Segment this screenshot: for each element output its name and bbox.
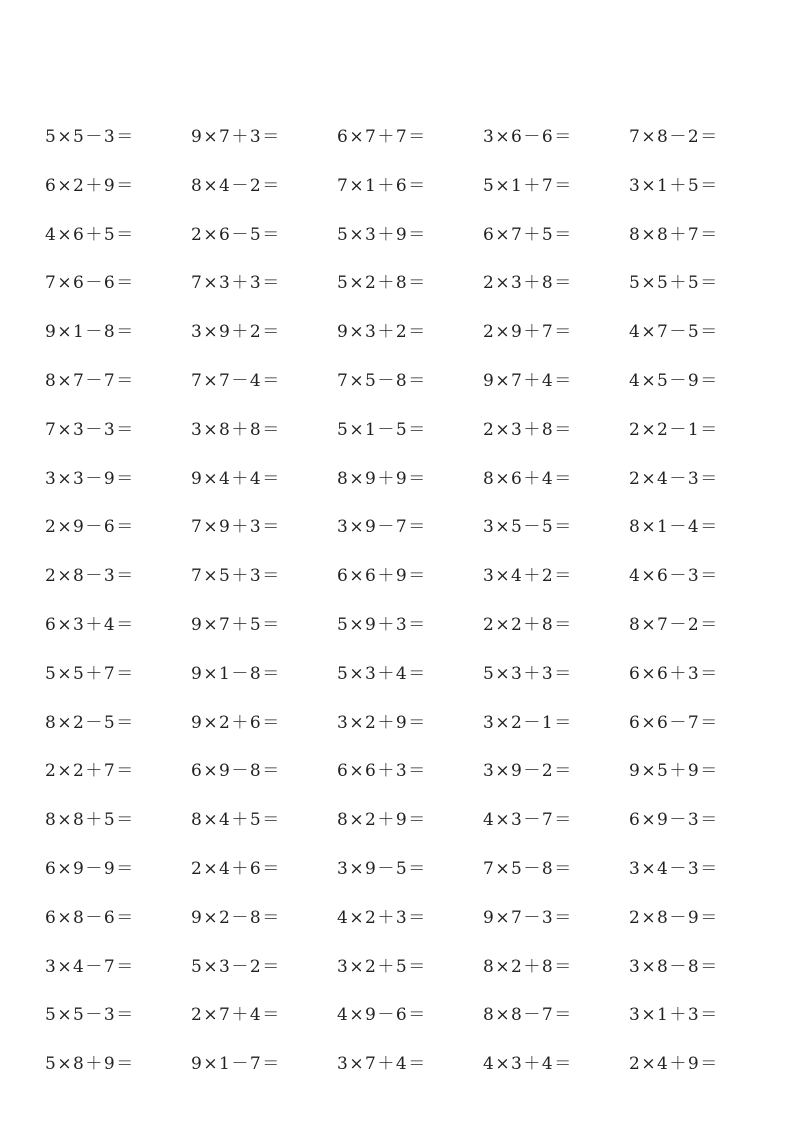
math-problem: 6×8－6＝ bbox=[45, 907, 135, 928]
math-problem: 8×8＋5＝ bbox=[45, 810, 135, 831]
math-problem: 2×8－9＝ bbox=[629, 907, 719, 928]
math-problem: 5×5＋5＝ bbox=[629, 273, 719, 294]
math-problem: 9×4＋4＝ bbox=[191, 468, 281, 489]
math-problem: 6×6＋3＝ bbox=[337, 761, 427, 782]
math-problem: 3×9－7＝ bbox=[337, 517, 427, 538]
math-problem: 4×5－9＝ bbox=[629, 370, 719, 391]
math-problem: 6×9－8＝ bbox=[191, 761, 281, 782]
math-problem: 3×2＋5＝ bbox=[337, 956, 427, 977]
math-problem: 2×7＋4＝ bbox=[191, 1005, 281, 1026]
math-problem: 6×2＋9＝ bbox=[45, 175, 135, 196]
math-problem: 4×2＋3＝ bbox=[337, 907, 427, 928]
math-problem: 2×8－3＝ bbox=[45, 566, 135, 587]
math-problem: 9×7＋4＝ bbox=[483, 370, 573, 391]
math-problem: 5×5－3＝ bbox=[45, 127, 135, 147]
math-problem: 8×2＋9＝ bbox=[337, 810, 427, 831]
math-problem: 6×3＋4＝ bbox=[45, 614, 135, 635]
math-problem: 4×6＋5＝ bbox=[45, 224, 135, 245]
math-problem: 5×3－2＝ bbox=[191, 956, 281, 977]
math-problem: 3×8－8＝ bbox=[629, 956, 719, 977]
math-problem: 2×9－6＝ bbox=[45, 517, 135, 538]
math-problem: 7×9＋3＝ bbox=[191, 517, 281, 538]
math-problem: 6×6＋3＝ bbox=[629, 663, 719, 684]
math-problem: 9×5＋9＝ bbox=[629, 761, 719, 782]
math-problem: 5×5＋7＝ bbox=[45, 663, 135, 684]
math-problem: 2×2＋7＝ bbox=[45, 761, 135, 782]
math-problem: 9×1－8＝ bbox=[191, 663, 281, 684]
math-problem: 7×5－8＝ bbox=[483, 858, 573, 879]
math-problem: 3×3－9＝ bbox=[45, 468, 135, 489]
math-problem: 4×3＋4＝ bbox=[483, 1054, 573, 1075]
math-problem: 9×1－8＝ bbox=[45, 322, 135, 343]
math-problem: 9×1－7＝ bbox=[191, 1054, 281, 1075]
math-problem: 9×7－3＝ bbox=[483, 907, 573, 928]
math-problem: 3×1＋3＝ bbox=[629, 1005, 719, 1026]
math-problem: 4×6－3＝ bbox=[629, 566, 719, 587]
math-problem: 9×2－8＝ bbox=[191, 907, 281, 928]
math-problem: 8×7－7＝ bbox=[45, 370, 135, 391]
math-problem: 6×6－7＝ bbox=[629, 712, 719, 733]
math-problem: 5×2＋8＝ bbox=[337, 273, 427, 294]
math-problem: 4×7－5＝ bbox=[629, 322, 719, 343]
math-problem: 9×2＋6＝ bbox=[191, 712, 281, 733]
math-problem: 3×1＋5＝ bbox=[629, 175, 719, 196]
math-problem: 3×4－7＝ bbox=[45, 956, 135, 977]
math-problem: 3×5－5＝ bbox=[483, 517, 573, 538]
math-problem: 9×7＋5＝ bbox=[191, 614, 281, 635]
math-problem: 3×2＋9＝ bbox=[337, 712, 427, 733]
math-problem: 3×4－3＝ bbox=[629, 858, 719, 879]
math-problem: 3×6－6＝ bbox=[483, 127, 573, 147]
math-problem: 3×9－5＝ bbox=[337, 858, 427, 879]
math-problem: 8×2＋8＝ bbox=[483, 956, 573, 977]
math-problem: 9×7＋3＝ bbox=[191, 127, 281, 147]
math-problem: 2×2＋8＝ bbox=[483, 614, 573, 635]
math-problem: 5×8＋9＝ bbox=[45, 1054, 135, 1075]
math-problem: 7×8－2＝ bbox=[629, 127, 719, 147]
math-problem: 7×6－6＝ bbox=[45, 273, 135, 294]
math-problem: 7×5＋3＝ bbox=[191, 566, 281, 587]
math-problem: 8×7－2＝ bbox=[629, 614, 719, 635]
math-problem: 5×5－3＝ bbox=[45, 1005, 135, 1026]
math-problem: 8×4＋5＝ bbox=[191, 810, 281, 831]
math-problem: 5×3＋3＝ bbox=[483, 663, 573, 684]
problem-grid bbox=[45, 113, 775, 1089]
math-problem: 2×2－1＝ bbox=[629, 419, 719, 440]
math-problem: 4×9－6＝ bbox=[337, 1005, 427, 1026]
math-problem: 8×4－2＝ bbox=[191, 175, 281, 196]
math-problem: 4×3－7＝ bbox=[483, 810, 573, 831]
math-problem: 6×7＋5＝ bbox=[483, 224, 573, 245]
math-problem: 7×7－4＝ bbox=[191, 370, 281, 391]
math-problem: 3×9－2＝ bbox=[483, 761, 573, 782]
math-problem: 5×3＋9＝ bbox=[337, 224, 427, 245]
math-problem: 2×6－5＝ bbox=[191, 224, 281, 245]
math-problem: 5×1－5＝ bbox=[337, 419, 427, 440]
math-problem: 6×6＋9＝ bbox=[337, 566, 427, 587]
math-problem: 9×3＋2＝ bbox=[337, 322, 427, 343]
math-problem: 6×7＋7＝ bbox=[337, 127, 427, 147]
math-problem: 2×3＋8＝ bbox=[483, 273, 573, 294]
math-problem: 8×8＋7＝ bbox=[629, 224, 719, 245]
math-problem: 2×4＋9＝ bbox=[629, 1054, 719, 1075]
math-problem: 5×3＋4＝ bbox=[337, 663, 427, 684]
math-problem: 3×4＋2＝ bbox=[483, 566, 573, 587]
math-problem: 7×3＋3＝ bbox=[191, 273, 281, 294]
math-problem: 7×3－3＝ bbox=[45, 419, 135, 440]
math-problem: 2×4＋6＝ bbox=[191, 858, 281, 879]
math-problem: 6×9－3＝ bbox=[629, 810, 719, 831]
math-problem: 2×3＋8＝ bbox=[483, 419, 573, 440]
math-problem: 5×9＋3＝ bbox=[337, 614, 427, 635]
math-problem: 8×9＋9＝ bbox=[337, 468, 427, 489]
math-problem: 2×4－3＝ bbox=[629, 468, 719, 489]
math-problem: 8×1－4＝ bbox=[629, 517, 719, 538]
math-problem: 7×5－8＝ bbox=[337, 370, 427, 391]
math-problem: 3×9＋2＝ bbox=[191, 322, 281, 343]
math-problem: 3×7＋4＝ bbox=[337, 1054, 427, 1075]
math-problem: 6×9－9＝ bbox=[45, 858, 135, 879]
math-problem: 3×8＋8＝ bbox=[191, 419, 281, 440]
math-problem: 7×1＋6＝ bbox=[337, 175, 427, 196]
math-problem: 3×2－1＝ bbox=[483, 712, 573, 733]
math-problem: 8×8－7＝ bbox=[483, 1005, 573, 1026]
math-problem: 8×6＋4＝ bbox=[483, 468, 573, 489]
math-problem: 5×1＋7＝ bbox=[483, 175, 573, 196]
math-problem: 2×9＋7＝ bbox=[483, 322, 573, 343]
math-problem: 8×2－5＝ bbox=[45, 712, 135, 733]
